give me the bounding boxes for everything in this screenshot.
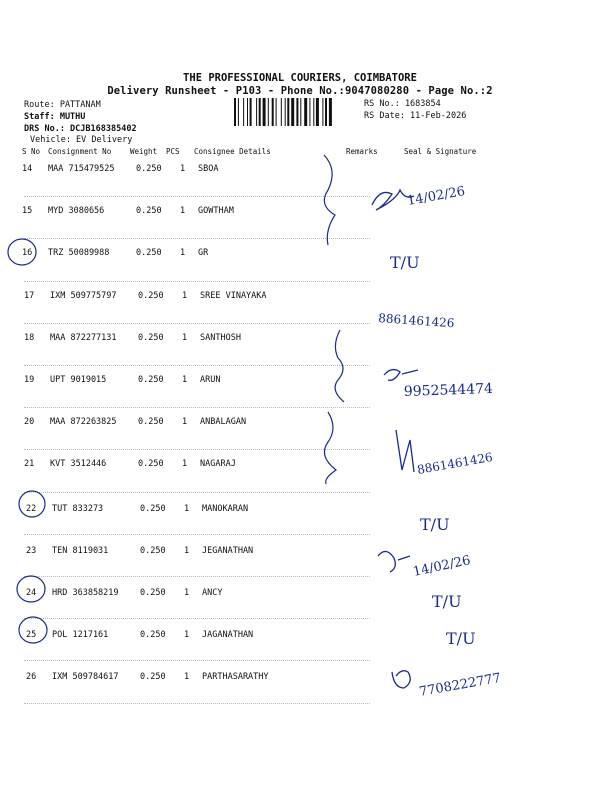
cell-consignment: MYD 3080656 <box>48 206 105 217</box>
cell-weight: 0.250 <box>140 503 166 514</box>
cell-pcs: 1 <box>182 459 188 470</box>
rs-number: RS No.: 1683854 <box>364 99 441 109</box>
row-separator <box>24 449 370 450</box>
cell-sno: 17 <box>24 290 35 301</box>
cell-consignee: ARUN <box>200 375 221 385</box>
cell-sno: 26 <box>26 672 37 683</box>
handwritten-date: 14/02/26 <box>411 553 472 580</box>
cell-sno: 14 <box>22 164 33 174</box>
row-separator <box>24 618 370 619</box>
cell-weight: 0.250 <box>136 164 162 174</box>
row-separator <box>24 196 370 197</box>
cell-consignee: JEGANATHAN <box>202 545 254 556</box>
cell-consignment: TRZ 50089988 <box>48 248 110 259</box>
cell-consignment: KVT 3512446 <box>50 459 107 470</box>
handwritten-tu: T/U <box>390 253 420 272</box>
col-header-sno: S No <box>22 147 41 156</box>
cell-sno: 25 <box>26 630 37 641</box>
cell-weight: 0.250 <box>138 290 164 301</box>
cell-consignee: SREE VINAYAKA <box>200 290 267 301</box>
cell-consignee: NAGARAJ <box>200 459 236 470</box>
row-separator <box>24 492 370 493</box>
cell-pcs: 1 <box>180 206 186 217</box>
row-separator <box>24 407 370 408</box>
cell-consignee: JAGANATHAN <box>202 630 254 641</box>
cell-consignment: UPT 9019015 <box>50 375 107 385</box>
cell-sno: 24 <box>26 588 37 598</box>
cell-weight: 0.250 <box>138 459 164 470</box>
row-separator <box>24 365 370 366</box>
cell-weight: 0.250 <box>140 588 166 598</box>
cell-sno: 20 <box>24 417 35 428</box>
handwritten-phone: 9952544474 <box>403 380 494 400</box>
cell-weight: 0.250 <box>136 248 162 259</box>
cell-sno: 22 <box>26 503 37 514</box>
cell-weight: 0.250 <box>138 375 164 385</box>
cell-pcs: 1 <box>184 672 190 683</box>
handwritten-phone: 8861461426 <box>416 449 494 477</box>
cell-pcs: 1 <box>184 545 190 556</box>
row-separator <box>24 660 370 661</box>
cell-consignee: MANOKARAN <box>202 503 249 514</box>
barcode <box>234 98 358 126</box>
cell-consignee: ANCY <box>202 588 223 598</box>
cell-pcs: 1 <box>182 332 188 343</box>
row-separator <box>24 281 370 282</box>
cell-consignment: MAA 715479525 <box>48 164 115 174</box>
cell-weight: 0.250 <box>140 545 166 556</box>
route-label: Route: PATTANAM <box>24 100 101 110</box>
cell-consignment: TEN 8119031 <box>52 545 109 556</box>
company-title: THE PROFESSIONAL COURIERS, COIMBATORE <box>183 72 417 84</box>
cell-consignee: SBOA <box>198 164 219 174</box>
cell-consignee: GR <box>198 248 209 259</box>
cell-weight: 0.250 <box>138 332 164 343</box>
col-header-consignee: Consignee Details <box>194 147 271 156</box>
col-header-seal: Seal & Signature <box>404 147 477 156</box>
row-separator <box>24 703 370 704</box>
handwritten-phone: 7708222777 <box>418 670 503 700</box>
cell-consignee: SANTHOSH <box>200 332 241 343</box>
cell-consignment: TUT 833273 <box>52 503 104 514</box>
vehicle-label: Vehicle: EV Delivery <box>30 135 133 145</box>
row-separator <box>24 534 370 535</box>
cell-sno: 19 <box>24 375 35 385</box>
row-separator <box>24 238 370 239</box>
cell-consignment: MAA 872263825 <box>50 417 117 428</box>
cell-sno: 23 <box>26 545 37 556</box>
cell-pcs: 1 <box>182 375 188 385</box>
handwritten-date: 14/02/26 <box>406 184 467 209</box>
cell-consignment: IXM 509784617 <box>52 672 119 683</box>
col-header-pcs: PCS <box>166 147 180 156</box>
staff-label: Staff: MUTHU <box>24 112 86 122</box>
cell-pcs: 1 <box>184 503 190 514</box>
runsheet-subtitle: Delivery Runsheet - P103 - Phone No.:9047080280 - Page No.:2 <box>107 85 493 97</box>
cell-consignment: HRD 363858219 <box>52 588 119 598</box>
handwritten-tu: T/U <box>420 515 450 534</box>
cell-weight: 0.250 <box>140 630 166 641</box>
cell-pcs: 1 <box>180 164 186 174</box>
cell-consignment: POL 1217161 <box>52 630 109 641</box>
cell-weight: 0.250 <box>136 206 162 217</box>
rs-date: RS Date: 11-Feb-2026 <box>364 111 467 121</box>
cell-pcs: 1 <box>184 630 190 641</box>
cell-weight: 0.250 <box>140 672 166 683</box>
cell-consignee: GOWTHAM <box>198 206 234 217</box>
handwritten-tu: T/U <box>446 629 476 648</box>
row-separator <box>24 323 370 324</box>
handwritten-phone: 8861461426 <box>377 311 455 331</box>
row-separator <box>24 576 370 577</box>
cell-consignee: PARTHASARATHY <box>202 672 269 683</box>
drs-label: DRS No.: DCJB168385402 <box>24 124 137 134</box>
col-header-remarks: Remarks <box>346 147 378 156</box>
cell-consignment: IXM 509775797 <box>50 290 117 301</box>
col-header-consignment: Consignment No <box>48 147 112 156</box>
col-header-weight: Weight <box>130 147 158 156</box>
cell-sno: 21 <box>24 459 35 470</box>
handwritten-tu: T/U <box>432 592 462 611</box>
cell-sno: 18 <box>24 332 35 343</box>
cell-sno: 15 <box>22 206 33 217</box>
cell-pcs: 1 <box>180 248 186 259</box>
cell-pcs: 1 <box>184 588 190 598</box>
cell-sno: 16 <box>22 248 33 259</box>
cell-consignment: MAA 872277131 <box>50 332 117 343</box>
cell-weight: 0.250 <box>138 417 164 428</box>
cell-pcs: 1 <box>182 290 188 301</box>
cell-consignee: ANBALAGAN <box>200 417 247 428</box>
cell-pcs: 1 <box>182 417 188 428</box>
